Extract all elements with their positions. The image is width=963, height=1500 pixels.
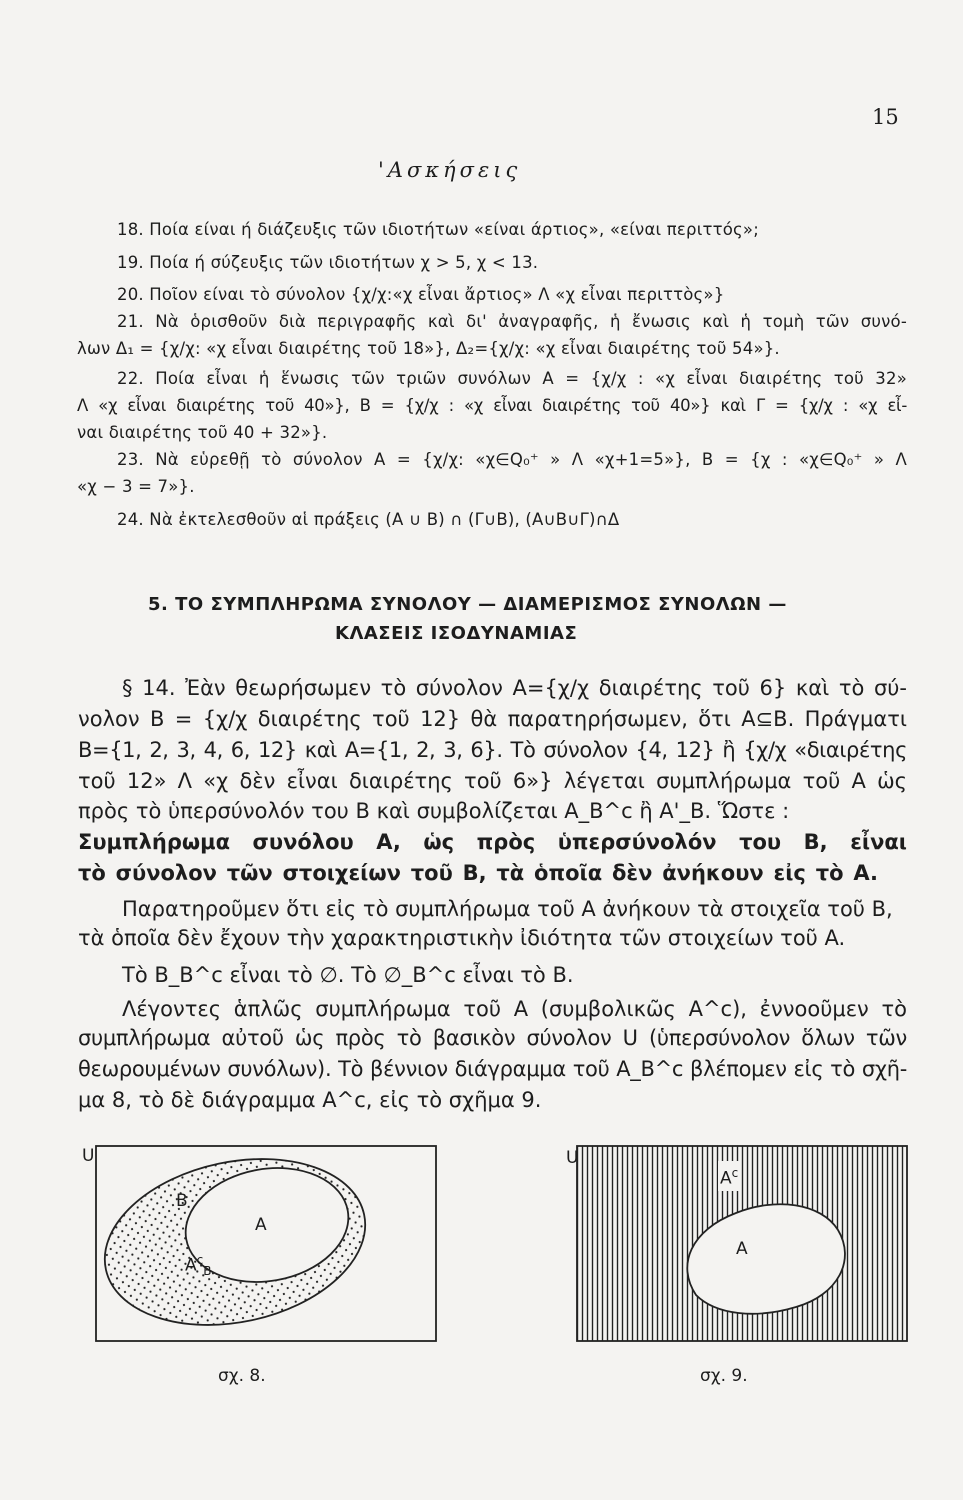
fig9-caption: σχ. 9. xyxy=(700,1366,748,1386)
section-title-line2: ΚΛΑΣΕΙΣ ΙΣΟΔΥΝΑΜΙΑΣ xyxy=(335,623,578,644)
body-line-1-text: § 14. Ἐὰν θεωρήσωμεν τὸ σύνολον A={χ/χ διαιρέτης τοῦ 6} καὶ τὸ σύ- xyxy=(122,676,907,700)
fig8-Ac-sub: B xyxy=(203,1264,212,1279)
fig9-Ac-sup: c xyxy=(731,1166,739,1180)
body-line-4 xyxy=(78,769,907,793)
fig8-caption: σχ. 8. xyxy=(218,1366,266,1386)
exercise-22-cont xyxy=(77,394,907,418)
exercise-22-cont-text: Λ «χ εἶναι διαιρέτης τοῦ 40»}, B = {χ/χ : «χ εἶναι διαιρέτης τοῦ 40»} καὶ Γ = {χ/χ : «χ εἶ- xyxy=(77,396,907,415)
body-line-8 xyxy=(122,897,893,921)
fig8-Ac-sup: c xyxy=(196,1253,204,1267)
body-line-2 xyxy=(78,707,907,731)
fig8-label-Ac xyxy=(185,1248,211,1283)
page-number: 15 xyxy=(872,105,899,129)
body-line-11-text: Λέγοντες ἁπλῶς συμπλήρωμα τοῦ A (συμβολικῶς A^c), ἐννοοῦμεν τὸ xyxy=(122,997,907,1021)
exercise-20: 20. Ποῖον είναι τὸ σύνολον {χ/χ:«χ εἶναι ἄρτιος» Λ «χ εἶναι περιττὸς»} xyxy=(117,285,725,304)
fig9-Ac-letter: A xyxy=(720,1168,732,1189)
body-line-14: μα 8, τὸ δὲ διάγραμμα A^c, εἰς τὸ σχῆμα 9. xyxy=(78,1088,542,1112)
body-line-9: τὰ ὁποῖα δὲν ἔχουν τὴν χαρακτηριστικὴν ἰδιότητα τῶν στοιχείων τοῦ A. xyxy=(78,926,846,950)
body-line-8-text: Παρατηροῦμεν ὅτι εἰς τὸ συμπλήρωμα τοῦ A ἀνήκουν τὰ στοιχεῖα τοῦ B, xyxy=(122,897,893,921)
figure-8-venn xyxy=(95,1145,440,1345)
definition-line-1 xyxy=(78,830,907,854)
definition-line-1-text: Συμπλήρωμα συνόλου A, ὡς πρὸς ὑπερσύνολόν του B, εἶναι xyxy=(78,830,907,854)
body-line-3 xyxy=(78,738,907,762)
definition-line-2-text: τὸ σύνολον τῶν στοιχείων τοῦ B, τὰ ὁποῖα δὲν ἀνήκουν εἰς τὸ A. xyxy=(78,861,878,885)
exercise-18: 18. Ποία είναι ή διάζευξις τῶν ιδιοτήτων «είναι άρτιος», «είναι περιττός»; xyxy=(117,220,759,239)
fig9-label-Ac xyxy=(718,1161,740,1191)
body-line-5: πρὸς τὸ ὑπερσύνολόν του B καὶ συμβολίζεται A_B^c ἢ A'_B. Ὥστε : xyxy=(78,799,790,823)
fig8-label-B: B xyxy=(176,1191,188,1211)
body-line-10: Τὸ B_B^c εἶναι τὸ ∅. Τὸ ∅_B^c εἶναι τὸ B. xyxy=(122,963,574,987)
fig8-label-A: A xyxy=(255,1215,267,1235)
section-title-line1: 5. ΤΟ ΣΥΜΠΛΗΡΩΜΑ ΣΥΝΟΛΟΥ — ΔΙΑΜΕΡΙΣΜΟΣ ΣΥΝΟΛΩΝ — xyxy=(148,594,787,615)
fig9-label-U: U xyxy=(566,1148,579,1168)
exercise-23-text: 23. Νὰ εὑρεθῇ τὸ σύνολον A = {χ/χ: «χ∈Q₀⁺ » Λ «χ+1=5»}, B = {χ : «χ∈Q₀⁺ » Λ xyxy=(117,450,907,469)
fig8-label-U: U xyxy=(82,1146,95,1166)
body-line-13 xyxy=(78,1057,907,1081)
exercise-24: 24. Νὰ ἐκτελεσθοῦν αἱ πράξεις (A ∪ B) ∩ (Γ∪B), (A∪B∪Γ)∩Δ xyxy=(117,510,620,529)
exercise-23-cont: «χ − 3 = 7»}. xyxy=(77,477,195,496)
exercise-22-text: 22. Ποία εἶναι ἡ ἕνωσις τῶν τριῶν συνόλων A = {χ/χ : «χ εἶναι διαιρέτης τοῦ 32» xyxy=(117,369,907,388)
body-line-4-text: τοῦ 12» Λ «χ δὲν εἶναι διαιρέτης τοῦ 6»} λέγεται συμπλήρωμα τοῦ A ὡς xyxy=(78,769,907,793)
body-line-13-text: θεωρουμένων συνόλων). Τὸ βέννιον διάγραμμα τοῦ A_B^c βλέπομεν εἰς τὸ σχῆ- xyxy=(78,1057,907,1081)
exercise-22-end: ναι διαιρέτης τοῦ 40 + 32»}. xyxy=(77,423,328,442)
exercises-heading: 'Ασκήσεις xyxy=(378,158,522,182)
body-line-12 xyxy=(78,1026,907,1050)
body-line-1 xyxy=(122,676,907,700)
body-line-2-text: νολον B = {χ/χ διαιρέτης τοῦ 12} θὰ παρατηρήσωμεν, ὅτι A⊆B. Πράγματι xyxy=(78,707,907,731)
exercise-22 xyxy=(117,367,907,391)
body-line-11 xyxy=(122,997,907,1021)
body-line-3-text: B={1, 2, 3, 4, 6, 12} καὶ A={1, 2, 3, 6}. Τὸ σύνολον {4, 12} ἢ {χ/χ «διαιρέτης xyxy=(78,738,907,762)
exercise-19: 19. Ποία ή σύζευξις τῶν ιδιοτήτων χ > 5, χ < 13. xyxy=(117,253,539,272)
exercise-23 xyxy=(117,448,907,472)
body-line-12-text: συμπλήρωμα αὐτοῦ ὡς πρὸς τὸ βασικὸν σύνολον U (ὑπερσύνολον ὅλων τῶν xyxy=(78,1026,907,1050)
fig8-Ac-letter: A xyxy=(185,1255,197,1276)
exercise-21 xyxy=(117,310,907,334)
definition-line-2 xyxy=(78,861,878,885)
exercise-21-text: 21. Νὰ ὁρισθοῦν διὰ περιγραφῆς καὶ δι' ἀναγραφῆς, ἡ ἔνωσις καὶ ἡ τομὴ τῶν συνό- xyxy=(117,312,907,331)
exercise-21-cont: λων Δ₁ = {χ/χ: «χ εἶναι διαιρέτης τοῦ 18»}, Δ₂={χ/χ: «χ εἶναι διαιρέτης τοῦ 54»}. xyxy=(77,339,780,358)
fig9-label-A: A xyxy=(736,1239,748,1259)
